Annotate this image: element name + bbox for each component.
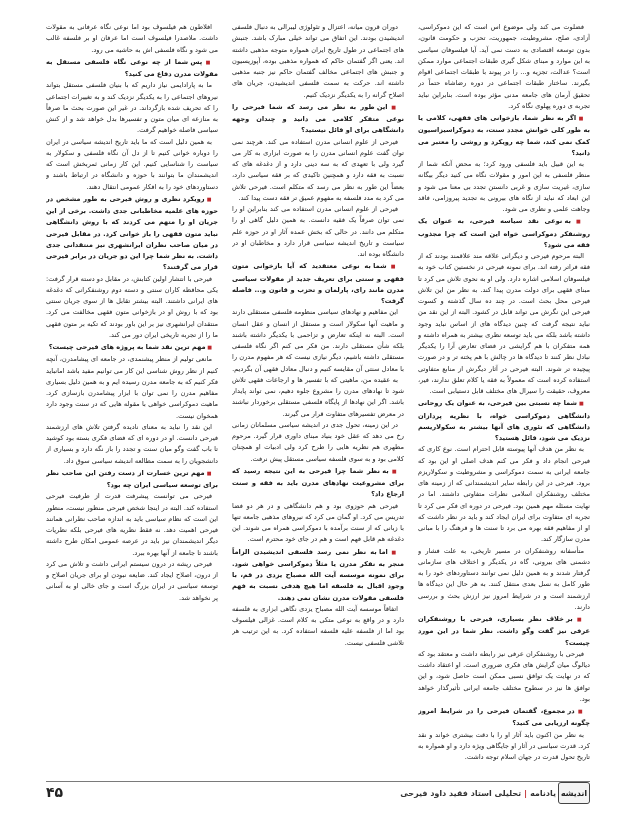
body-paragraph: این نقد را نباید به معنای نادیده گرفتن تلاش های ارزشمند فیرحی دانست. او در دوره ای که فضای فکری بسته بود کوشید تا باب گفت وگو میان سنت و تجدد را باز نگه دارد و بسیاری از دانشجویان را به سمت مطالعه اندیشه سیاسی سوق داد. [46,422,218,465]
interview-question: ■ به نوعی نقد سیاسه فیرحی، به عنوان یک روشنفکر دموکراسی خواه این است که چرا مجذوب فقه می شود؟ [418,216,590,251]
body-paragraph: به عقیده من، ماهیتی که با تفسیر ها و ارجاعات فقهی تلاش شود تا نهادهای مدرن را مشروع جلوه دهیم، نمی تواند پایدار باشد. اگر این نهادها از پایگاه فلسفی مستقلی برخوردار نباشند در معرض تفسیرهای متفاوت قرار می گیرند. [232,375,404,418]
interview-question: ■ بر خلاف نظر بسیاری، فیرحی با روشنفکران عرفی نیز گفت وگو داشت. نظر شما در این مورد چیست؟ [418,614,590,649]
title-separator: | [524,789,528,798]
interview-question: ■ مهم ترین خسارت از دست رفتن این صاحب نظر برای توسعه سیاسی ایران چه بود؟ [46,468,218,492]
body-paragraph: فیرحی ریشه در درون سیستم ایرانی داشت و تلاش می کرد از درون، اصلاح ایجاد کند. ضایعه نبودن او برای جریان اصلاح و توسعه سیاسی در ایران بزرگ است و جای خالی او به آسانی پر نخواهد شد. [46,559,218,602]
interview-question: ■ مهم ترین نقد شما به پروژه های فیرحی چیست؟ [46,342,218,354]
body-paragraph: به این قبیل باید فلسفی ورود کرد؛ به محض آنکه شما از منظر فلسفی به این امور و مقولات نگاه می کنید دیگر بیگانه سازی، غیریت سازی و غربی دانستن تجدد بی معنا می شود و این ابعاد که نباید از نگاه های بیرونی به تجدید پیروزامی، فاقد وجاهت علمی و نظری می شود. [418,160,590,213]
footer-title: تحلیلی استاد فقید داود فیرحی [400,789,522,798]
body-paragraph: متأسفانه روشنفکران در مسیر تاریخی، به علت فشار و دشمنی های بیرونی، گاه در یکدیگر و اختلاف های سازمانی گرفتار شدند و به همین دلیل نمی توانند دستاوردهای خود را به طور کامل به نسل بعدی منتقل کنند. به هر حال این دیدگاه ها ارزشمند است و در شرایط امروز نیز ارزش بحث و بررسی دارند. [418,546,590,611]
body-paragraph: ما به پارادایمی نیاز داریم که با بنیان فلسفی مستقل بتواند نیروهای اجتماعی را به یکدیگر نزدیک کند و به تغییرات اجتماعی را که تحریف شده بازگرداند. در غیر این صورت بحث ما صرفاً به منازعه ای میان متون و تفسیرها بدل خواهد شد و از کنش سیاسی فاصله خواهیم گرفت. [46,81,218,135]
interview-question: ■ در مجموع، گفتمان فیرحی را در شرایط امروز چگونه ارزیابی می کنید؟ [418,706,590,730]
body-paragraph: به نظر من هدف آنها پیوسته قابل احترام است. نوع کاری که فیرحی انجام داد و فکر می کنم هدف اصلی او این بود که جامعه ایرانی به سمت دموکراسی و مشروطیت و سکولاریزم برود. فیرحی در این رابطه سایر اندیشمندانی که از زمینه های مختلف روشنفکران اسلامی نظرات متفاوتی داشتند. اما در نهایت مسئله مهم همین بود. فیرحی در دوره ای فکر می کرد تا تجربه ای متفاوت برای ایران ایجاد کند و باید در نظر داشت که او از مفاهیم فقه بهره می برد تا سنت ها و فرهنگ را با مبانی مدرن سازگار کند. [418,445,590,544]
interview-question: ■ این طور به نظر می رسد که شما فیرحی را نوعی متفکر کلامی می دانید و چندان وجهه دانشگاهی برای او قائل نیستید؟ [232,102,404,137]
page-footer [46,785,590,809]
body-paragraph: دوران قرون میانه، اعتزال و تئولوژی لیبرالی به دنبال فلسفی اندیشیدن بودند. این اتفاق می تواند خیلی مبارک باشد. جنبش های اجتماعی در طول تاریخ ایران همواره متوجه مذهبی داشته اند. یعنی اگر گفتمان حاکم که همواره مذهبی بوده، آپوزیسیون و جنبش های اجتماعی مخالف گفتمان حاکم نیز جنبه مذهبی داشته اند. حرکت به سمت فلسفی اندیشیدن، جریان های اصلاح گرانه را به یکدیگر نزدیک کنیم. [232,23,404,99]
text-column-right [418,22,590,774]
interview-question: ■ رویکرد نظری و روش فیرحی به طور مشخص در حوزه های علمیه مخاطبانی جدی داشت. برخی از این جریان او را متهم می کردند که با روش دانشگاهی نباید متون فقهی را باز خوانی کرد. در مقابل فیرحی در میان صاحب نظران ایرانشهری نیز منتقدانی جدی داشت. به نظر شما چرا این دو جریان در برابر فیرحی قرار می گرفتند؟ [46,194,218,274]
interview-question: ■ شما به نوعی معتقدید که آیا بازخوانی متون فقهی و سنتی برای تعریف جدید از مقولات سیاسی مدرن مانند رای، پارلمان و تحزب و قانون و... فاصله گرفت؟ [232,261,404,307]
body-paragraph: به همین دلیل است که ما باید تاریخ اندیشه سیاسی در ایران را دوباره خوانی کنیم تا از دل آن نگاه فلسفی و سکولار به سیاست را شناسایی کنیم. این کار زمانی ثمربخش است که اندیشمندان ما بتوانند با حوزه و دانشگاه در ارتباط باشند و دستاوردهای خود را به افکار عمومی انتقال دهند. [46,137,218,191]
body-paragraph: به نظر من اکنون باید آثار او را با دقت بیشتری خواند و نقد کرد. قدرت سیاسی در آثار او جایگاهی ویژه دارد و او همواره به تاریخ تحول قدرت در جهان اسلام توجه داشت. [418,730,590,761]
interview-question: ■ پس شما از چه نوعی نگاه فلسفی مستقل به مقولات مدرن دفاع می کنید؟ [46,57,218,81]
body-paragraph: فیرحی با انتشار اولین کتابش، در مقابل دو دسته قرار گرفت: یکی محافظه کاران سنتی و دسته دوم روشنفکرانی که دغدغه های ایرانی داشتند. البته بیشتر تقابل ها از سوی جریان سنتی بود که با روش او در بازخوانی متون فقهی مخالفت می کرد. منتقدان ایرانشهری نیز بر این باور بودند که تکیه بر متون فقهی ما را از تجربه تاریخی ایران دور می کند. [46,274,218,339]
interview-question: ■ شما چه نسبتی بین فیرحی، به عنوان یک روحانی دانشگاهی دموکراسی خواه، با نظریه پردازان دانشگاهی که تئوری های آنها بیشتر به سکولاریسم نزدیک می شود، قائل هستید؟ [418,398,590,444]
interview-question: ■ به نظر شما چرا فیرحی به این نتیجه رسید که برای مشروعیت نهادهای مدرن باید به فقه و سنت ارجاع داد؟ [232,466,404,501]
interview-question: ■ اما به نظر نمی رسد فلسفی اندیشیدن الزاماً منجر به نفکر مدرن یا مثلاً دموکراسی خواهی شود. برای نمونه موسسه آیت الله مصباح یزدی در قم، با وجود اقبال به فلسفه اما هیچ هدفی نسبت به فهم فلسفی مقولات مدرن نشان نمی دهند. [232,547,404,604]
running-title [400,789,556,798]
body-paragraph: در این زمینه، تحول جدی در اندیشه سیاسی مسلمانان زمانی رخ می دهد که عقل خود بنیاد مبنای داوری قرار گیرد. مرحوم مطهری هم نظریه هایی را طرح کرد ولی ادبیات او همچنان کلامی بود و به سوی فلسفه سیاسی مستقل پیش نرفت. [232,420,404,463]
body-paragraph: این مفاهیم و نهادهای سیاسی منظومه فلسفی مستقلی دارند و ماهیت آنها سکولار است و مستقل از انسان و عقل انسان است. البته نه اینکه تعارض و تزاحمی با یکدیگر داشته باشند بلکه شأن مستقلی دارند. من فکر می کنم اگر نگاه فلسفی مستقلی داشته باشیم، دیگر نیازی نیست که هر مفهوم مدرن را با معادل سنتی آن مقایسه کنیم و دنبال معادل فقهی آن بگردیم. [232,308,404,373]
magazine-logo: اندیشه [558,782,590,804]
section-label: یادنامه [530,789,556,798]
article-body [46,22,590,774]
body-paragraph: البته مرحوم فیرحی و دیگرانی علاقه مند علاقمند بودند که از فقه فراتر رفته اند. برای نمونه فیرحی در نخستین کتاب خود به فیلسوفان اسلامی اشاره دارد. ولی او به نحوی تلاش می کرد تا مبنای فقهی برای دولت مدرن پیدا کند. به نظر من این تلاش فیرحی محل بحث است. در چند ده سال گذشته و کسوت فیرحی این نگرش می تواند قابل در کشود. البته از این نقد من نباید نتیجه گرفت که چنین دیدگاه های از اساس نباید وجود داشته باشد بلکه می باید توسعه نظری بیشتر به همراه داشته و همه متفکران با هم گرایشی در فضای تعارض آرا را یکدیگر نبادل نظر کنند تا دیدگاه ها در چالش با هم پخته تر و در صورت پیچیده تر شوند. البته فیرحی در آثار دیگرش از منابع متفاوتی استفاده کرده است که معمولاً به فقه یا کلام تعلق ندارند، فیر، معروف، حقیقت را سیرال های مختلف قابل دستیابی است. [418,252,590,395]
body-paragraph: مانعی تولیم از منظر پیشنمدی، در جامعه ای پیشامدرن، آنچه کنیم از نظر روش شناسی این کار می توانیم مفید باشد امانباید فکر کنیم که به جامعه مدرن رسیده ایم و به همین دلیل بسیاری مفاهیم مدرن را نمی توان با ابزار پیشامدرن بازسازی کرد. ماهیت دموکراسی خواهی با مقوله هایی که در سنت وجود دارد همخوان نیست. [46,355,218,420]
body-paragraph: فیرحی از علوم انسانی مدرن استفاده می کند بنابراین او را نمی توان صرفاً یک فقیه دانست. به همین دلیل گاهی او را متکلم می دانند. در حالی که بخش عمده آثار او در حوزه علم سیاست و تاریخ اندیشه سیاسی قرار دارد و مخاطبان او در دانشگاه بوده اند. [232,205,404,258]
body-paragraph: افلاطون هم فیلسوف بود اما نوعی نگاه عرفانی به مقولات داشت. ملاصدرا فیلسوف است اما عرفان او بر فلسفه غالب می شود و نگاه فلسفی اش به حاشیه می رود. [46,23,218,54]
body-paragraph: فیرحی از علوم انسانی مدرن استفاده می کند. هرچند نمی توان گفت علوم انسانی مدرن را به صورت ابزاری به کار می گیرد ولی با تعهدی که به سه دینی دارد و از دغدغه های که نسبت به فقه دارد و همچنین تاکیدی که بر فقه سیاسی دارد، بعضاً این طور به نظر می رسد که متکلم است. فیرحی تلاش می کرد به مدد فلسفه به مفهوم عمیق تر فقه دست پیدا کند. [232,137,404,202]
body-paragraph: فیرحی هم حوزوی بود و هم دانشگاهی و در هر دو فضا تدریس می کرد. او گمان می کرد که نیروهای مذهبی جامعه تنها با زبانی که از سنت برآمده با دموکراسی همراه می شوند. این دغدغه هم قابل فهم است و هم در جای خود محترم است. [232,501,404,544]
page-number: ۴۵ [46,785,64,801]
footer-divider [46,781,590,782]
body-paragraph: فضلوت می کند ولی موضوع اس است که این دموکراسی، آزادی، صلح، مشروطیت، جمهوریت، تحزب و حکومت قانون، بدون توسعه اقتصادی به دست نمی آید. آیا فیلسوفان سیاسی به این موارد و مبنای شکل گیری طبقات اجتماعی موارد ممکن است؟ عدالت، تجزیه و... را در پیوند با طبقات اجتماعی اقوام بگیرند. ساختار طبقات اجتماعی در دوره رضاشاه حتماً در تحقیق آرمان های جامعه مدنی مؤثر بوده است. بنابراین نباید تجربه ی دوره پهلوی نگاه کرد. [418,23,590,110]
text-column-left [46,22,218,774]
body-paragraph: اتفاقاً موسسه آیت الله مصباح یزدی نگاهی ابزاری به فلسفه دارد و در واقع به نوعی متکی به کلام است. غزالی فیلسوف بود اما از فلسفه علیه فلسفه استفاده کرد. به این ترتیب هر تلاشی فلسفی نیست. [232,604,404,647]
body-paragraph: فیرحی با روشنفکران عرفی نیز رابطه داشت و معتقد بود که دیالوگ میان گرایش های فکری ضروری است. او اعتقاد داشت که در نهایت یک توافق نسبی ممکن است حاصل شود، و این توافق ها نیز در سطوح مختلف جامعه ایرانی تأثیرگذار خواهد بود. [418,649,590,703]
body-paragraph: فیرحی می توانست پیشرفت قدرت از طرفیت فیرحی استفاده کند. البته در اینجا شخص فیرحی منظور نیست، منظور این است که نظام سیاسی باید به اندازه صاحب نظرانی همانند فیرحی اهمیت دهد. نه فقط نظریه های فیرحی بلکه نظریات دیگر اندیشمندان نیز باید در عرصه عمومی امکان طرح داشته باشند تا جامعه از آنها بهره ببرد. [46,492,218,557]
interview-question: ■ اگر به نظر شما، بازخوانی های فقهی، کلامی یا به طور کلی خوانش مجدد سنت، به دموکراسیزاسیون کمک نمی کند، شما چه رویکرد و روشی را معتبر می دانید؟ [418,113,590,159]
text-column-middle [232,22,404,774]
